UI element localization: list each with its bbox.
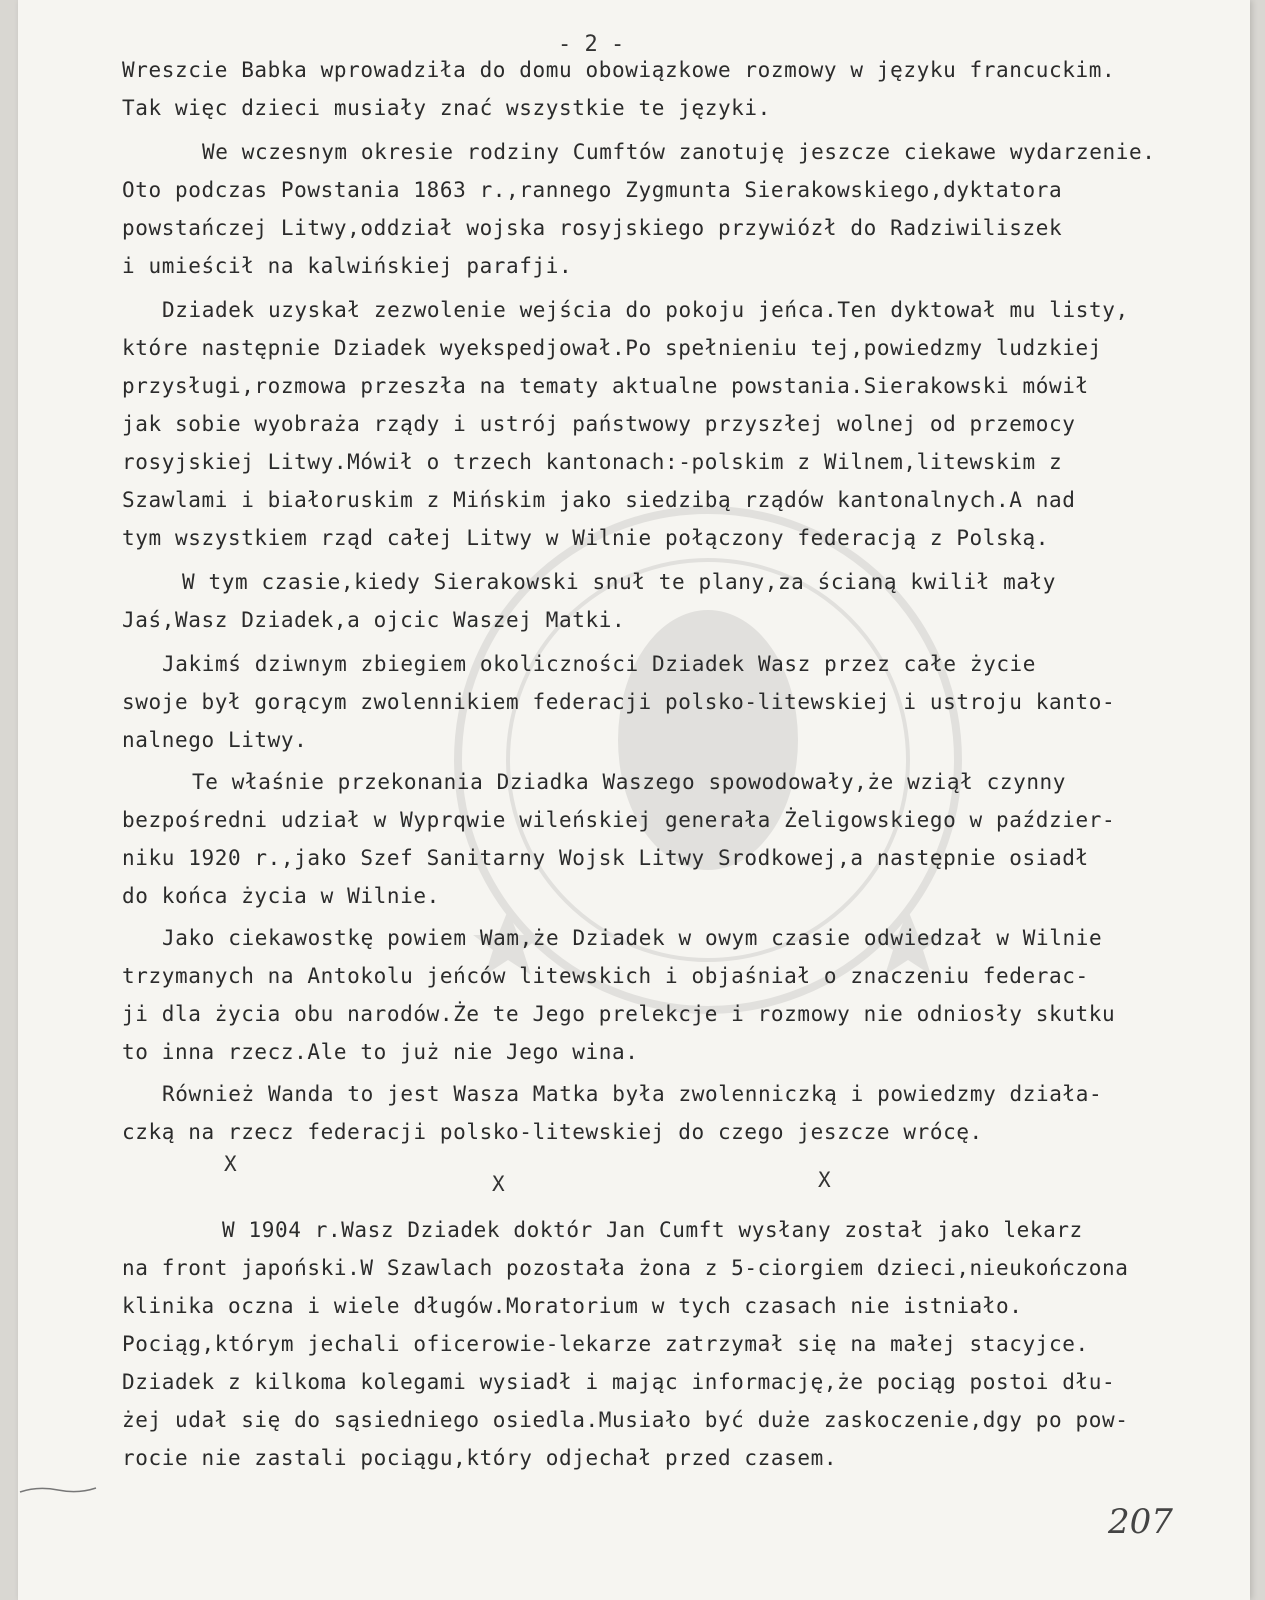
text-line: Wreszcie Babka wprowadziła do domu obowiązkowe rozmowy w języku francuckim. <box>122 58 1116 82</box>
text-line: ji dla życia obu narodów.Że te Jego prelekcje i rozmowy nie odniosły skutku <box>122 1002 1116 1026</box>
text-line: W 1904 r.Wasz Dziadek doktór Jan Cumft wysłany został jako lekarz <box>222 1218 1083 1242</box>
text-line: czką na rzecz federacji polsko-litewskiej do czego jeszcze wrócę. <box>122 1120 983 1144</box>
text-line: trzymanych na Antokolu jeńców litewskich i objaśniał o znaczeniu federac- <box>122 964 1089 988</box>
text-line: Te właśnie przekonania Dziadka Waszego spowodowały,że wziął czynny <box>192 770 1067 794</box>
text-line: Dziadek z kilkoma kolegami wysiadł i mając informację,że pociąg postoi dłu- <box>122 1370 1116 1394</box>
text-line: W tym czasie,kiedy Sierakowski snuł te plany,za ścianą kwilił mały <box>182 570 1057 594</box>
document-page <box>18 0 1250 1600</box>
text-line: rosyjskiej Litwy.Mówił o trzech kantonach:-polskim z Wilnem,litewskim z <box>122 450 1063 474</box>
text-line: które następnie Dziadek wyekspedjował.Po spełnieniu tej,powiedzmy ludzkiej <box>122 336 1102 360</box>
text-line: i umieścił na kalwińskiej parafji. <box>122 254 573 278</box>
text-line: bezpośredni udział w Wyprqwie wileńskiej generała Żeligowskiego w paździer- <box>122 808 1116 832</box>
text-line: do końca życia w Wilnie. <box>122 884 440 908</box>
separator-mark: X <box>818 1168 831 1192</box>
text-line: swoje był gorącym zwolennikiem federacji polsko-litewskiej i ustroju kanto- <box>122 690 1116 714</box>
text-line: żej udał się do sąsiedniego osiedla.Musiało być duże zaskoczenie,dgy po pow- <box>122 1408 1129 1432</box>
text-line: to inna rzecz.Ale to już nie Jego wina. <box>122 1040 639 1064</box>
separator-mark: X <box>224 1152 237 1176</box>
text-line: tym wszystkiem rząd całej Litwy w Wilnie połączony federacją z Polską. <box>122 526 1050 550</box>
text-line: jak sobie wyobraża rządy i ustrój państwowy przyszłej wolnej od przemocy <box>122 412 1076 436</box>
text-line: Szawlami i białoruskim z Mińskim jako siedzibą rządów kantonalnych.A nad <box>122 488 1076 512</box>
text-line: na front japoński.W Szawlach pozostała żona z 5-ciorgiem dzieci,nieukończona <box>122 1256 1129 1280</box>
text-line: niku 1920 r.,jako Szef Sanitarny Wojsk Litwy Srodkowej,a następnie osiadł <box>122 846 1089 870</box>
text-line: Również Wanda to jest Wasza Matka była zwolenniczką i powiedzmy działa- <box>162 1082 1103 1106</box>
text-line: Tak więc dzieci musiały znać wszystkie te języki. <box>122 96 771 120</box>
margin-scribble <box>18 1480 98 1500</box>
archive-stamp-watermark <box>448 480 968 1040</box>
text-line: nalnego Litwy. <box>122 728 308 752</box>
text-line: powstańczej Litwy,oddział wojska rosyjskiego przywiózł do Radziwiliszek <box>122 216 1063 240</box>
text-line: Jaś,Wasz Dziadek,a ojcic Waszej Matki. <box>122 608 626 632</box>
separator-mark: X <box>492 1172 505 1196</box>
text-line: Jakimś dziwnym zbiegiem okoliczności Dziadek Wasz przez całe życie <box>162 652 1037 676</box>
text-line: We wczesnym okresie rodziny Cumftów zanotuję jeszcze ciekawe wydarzenie. <box>202 140 1156 164</box>
text-line: Jako ciekawostkę powiem Wam,że Dziadek w owym czasie odwiedzał w Wilnie <box>162 926 1103 950</box>
handwritten-page-number: 207 <box>1108 1502 1173 1542</box>
page-number: - 2 - <box>558 32 625 57</box>
text-line: Oto podczas Powstania 1863 r.,rannego Zygmunta Sierakowskiego,dyktatora <box>122 178 1063 202</box>
text-line: przysługi,rozmowa przeszła na tematy aktualne powstania.Sierakowski mówił <box>122 374 1089 398</box>
text-line: klinika oczna i wiele długów.Moratorium w tych czasach nie istniało. <box>122 1294 1023 1318</box>
text-line: Pociąg,którym jechali oficerowie-lekarze zatrzymał się na małej stacyjce. <box>122 1332 1089 1356</box>
text-line: Dziadek uzyskał zezwolenie wejścia do pokoju jeńca.Ten dyktował mu listy, <box>162 298 1129 322</box>
text-line: rocie nie zastali pociągu,który odjechał przed czasem. <box>122 1446 838 1470</box>
